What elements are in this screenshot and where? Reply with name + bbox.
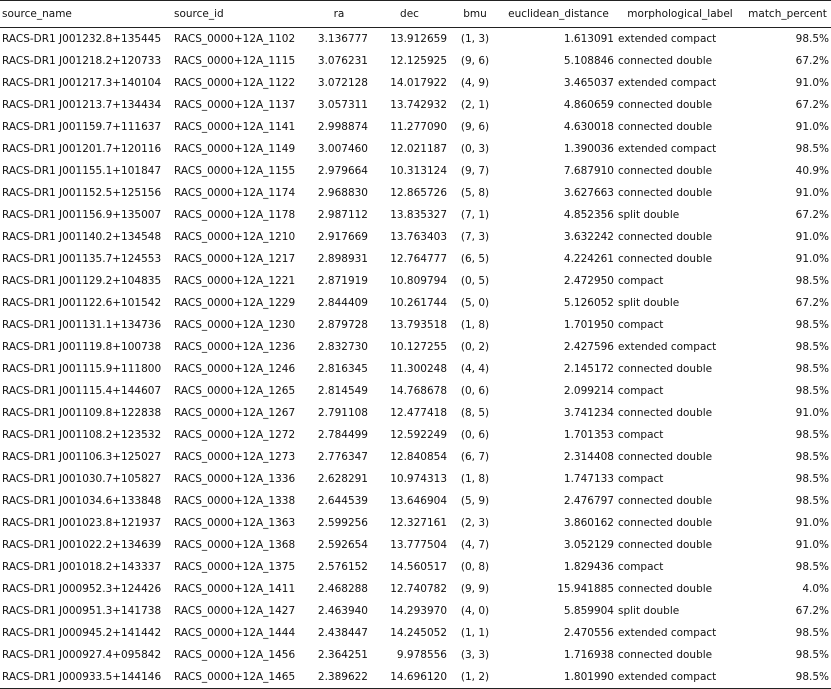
ra-cell: 3.072128 [317,77,368,89]
dec-cell: 9.978556 [396,649,447,661]
source-id-cell: RACS_0000+12A_1267 [174,407,296,419]
table-row [0,204,831,226]
bmu-cell: (1, 8) [460,473,490,485]
morphological-label-cell: connected double [618,165,713,177]
ra-cell: 2.468288 [317,583,368,595]
euclidean-distance-cell: 5.859904 [563,605,614,617]
source-id-cell: RACS_0000+12A_1368 [174,539,296,551]
euclidean-distance-cell: 2.099214 [563,385,614,397]
source-id-cell: RACS_0000+12A_1427 [174,605,296,617]
dec-cell: 10.313124 [390,165,447,177]
source-name-cell: RACS-DR1 J001201.7+120116 [2,143,162,155]
euclidean-distance-cell: 5.126052 [563,297,614,309]
source-id-cell: RACS_0000+12A_1174 [174,187,296,199]
match-percent-cell: 67.2% [795,55,829,67]
euclidean-distance-cell: 4.860659 [563,99,614,111]
source-name-cell: RACS-DR1 J001108.2+123532 [2,429,162,441]
table-row [0,490,831,512]
column-header-morphological-label: morphological_label [616,1,744,28]
morphological-label-cell: connected double [618,539,713,551]
match-percent-cell: 91.0% [795,121,829,133]
column-header-bmu: bmu [449,1,501,28]
table-row [0,358,831,380]
ra-cell: 2.389622 [308,666,370,689]
source-name-cell: RACS-DR1 J001109.8+122838 [2,407,162,419]
morphological-label-cell: compact [618,385,664,397]
morphological-label-cell: connected double [618,451,713,463]
source-name-cell: RACS-DR1 J001218.2+120733 [2,55,162,67]
morphological-label-cell: extended compact [618,77,717,89]
match-percent-cell: 91.0% [795,517,829,529]
source-name-cell: RACS-DR1 J000927.4+095842 [2,649,162,661]
morphological-label-cell: connected double [618,253,713,265]
source-name-cell: RACS-DR1 J001155.1+101847 [2,165,162,177]
ra-cell: 2.364251 [317,649,368,661]
euclidean-distance-cell: 3.465037 [563,77,614,89]
match-percent-cell: 98.5% [795,429,829,441]
source-name-cell: RACS-DR1 J001115.9+111800 [2,363,162,375]
source-id-cell: RACS_0000+12A_1155 [174,165,296,177]
table-row [0,182,831,204]
dec-cell: 13.763403 [390,231,447,243]
match-percent-cell: 98.5% [795,385,829,397]
source-id-cell: RACS_0000+12A_1444 [174,627,296,639]
euclidean-distance-cell: 1.716938 [563,649,614,661]
source-id-cell: RACS_0000+12A_1236 [174,341,296,353]
dec-cell: 14.768678 [390,385,447,397]
morphological-label-cell: extended compact [618,143,717,155]
ra-cell: 3.007460 [317,143,368,155]
ra-cell: 2.776347 [317,451,368,463]
match-percent-cell: 98.5% [795,627,829,639]
match-percent-cell: 91.0% [795,253,829,265]
table-row [0,380,831,402]
dec-cell: 14.293970 [390,605,447,617]
ra-cell: 2.644539 [317,495,368,507]
ra-cell: 2.463940 [317,605,368,617]
table-row [0,314,831,336]
bmu-cell: (9, 6) [460,121,490,133]
dec-cell: 10.809794 [390,275,447,287]
euclidean-distance-cell: 2.476797 [563,495,614,507]
morphological-label-cell: connected double [618,99,713,111]
dec-cell: 10.127255 [390,341,447,353]
source-name-cell: RACS-DR1 J001156.9+135007 [2,209,162,221]
dec-cell: 12.840854 [390,451,447,463]
ra-cell: 2.784499 [317,429,368,441]
bmu-cell: (7, 1) [460,209,490,221]
ra-cell: 2.871919 [317,275,368,287]
match-percent-cell: 98.5% [744,666,831,689]
ra-cell: 2.998874 [317,121,368,133]
ra-cell: 3.057311 [317,99,368,111]
euclidean-distance-cell: 3.627663 [563,187,614,199]
morphological-label-cell: connected double [618,363,713,375]
dec-cell: 10.974313 [390,473,447,485]
table-row [0,94,831,116]
table-row [0,402,831,424]
ra-cell: 2.844409 [317,297,368,309]
bmu-cell: (0, 8) [460,561,490,573]
bmu-cell: (0, 3) [460,143,490,155]
ra-cell: 2.599256 [317,517,368,529]
source-id-cell: RACS_0000+12A_1149 [174,143,296,155]
table-row [0,468,831,490]
bmu-cell: (4, 7) [460,539,490,551]
source-id-cell: RACS_0000+12A_1338 [174,495,296,507]
bmu-cell: (9, 9) [460,583,490,595]
bmu-cell: (4, 9) [460,77,490,89]
dec-cell: 14.017922 [390,77,447,89]
bmu-cell: (1, 2) [449,666,501,689]
morphological-label-cell: connected double [618,407,713,419]
source-name-cell: RACS-DR1 J001159.7+111637 [2,121,162,133]
source-name-cell: RACS-DR1 J001217.3+140104 [2,77,162,89]
table-body [0,28,831,689]
table-row [0,600,831,622]
ra-cell: 2.898931 [317,253,368,265]
source-id-cell: RACS_0000+12A_1363 [174,517,296,529]
dec-cell: 13.835327 [390,209,447,221]
match-percent-cell: 98.5% [795,473,829,485]
source-id-cell: RACS_0000+12A_1272 [174,429,296,441]
dec-cell: 12.021187 [390,143,447,155]
euclidean-distance-cell: 4.224261 [563,253,614,265]
table-row [0,446,831,468]
ra-cell: 3.076231 [317,55,368,67]
morphological-label-cell: connected double [618,583,713,595]
dec-cell: 14.560517 [390,561,447,573]
bmu-cell: (0, 2) [460,341,490,353]
bmu-cell: (1, 1) [460,627,490,639]
dec-cell: 12.592249 [390,429,447,441]
source-name-cell: RACS-DR1 J001115.4+144607 [2,385,162,397]
morphological-label-cell: compact [618,275,664,287]
ra-cell: 2.987112 [317,209,368,221]
match-percent-cell: 91.0% [795,407,829,419]
dec-cell: 14.245052 [390,627,447,639]
euclidean-distance-cell: 4.630018 [563,121,614,133]
table-row [0,534,831,556]
source-name-cell: RACS-DR1 J001030.7+105827 [2,473,162,485]
ra-cell: 2.879728 [317,319,368,331]
bmu-cell: (2, 3) [460,517,490,529]
morphological-label-cell: compact [618,561,664,573]
source-id-cell: RACS_0000+12A_1137 [174,99,296,111]
euclidean-distance-cell: 4.852356 [563,209,614,221]
euclidean-distance-cell: 1.613091 [563,33,614,45]
morphological-label-cell: extended compact [616,666,744,689]
source-name-cell: RACS-DR1 J001129.2+104835 [2,275,162,287]
table-row [0,512,831,534]
source-name-cell: RACS-DR1 J001018.2+143337 [2,561,162,573]
match-percent-cell: 91.0% [795,539,829,551]
dec-cell: 11.300248 [390,363,447,375]
column-header-dec: dec [370,1,449,28]
dec-cell: 12.477418 [390,407,447,419]
match-percent-cell: 98.5% [795,561,829,573]
match-percent-cell: 67.2% [795,209,829,221]
source-id-cell: RACS_0000+12A_1217 [174,253,296,265]
euclidean-distance-cell: 1.701353 [563,429,614,441]
source-id-cell: RACS_0000+12A_1273 [174,451,296,463]
bmu-cell: (9, 7) [460,165,490,177]
table-row [0,292,831,314]
ra-cell: 2.917669 [317,231,368,243]
match-percent-cell: 98.5% [795,319,829,331]
table-row [0,666,831,689]
bmu-cell: (5, 8) [460,187,490,199]
source-name-cell: RACS-DR1 J000933.5+144146 [0,666,172,689]
morphological-label-cell: connected double [618,187,713,199]
bmu-cell: (1, 8) [460,319,490,331]
bmu-cell: (6, 5) [460,253,490,265]
ra-cell: 2.576152 [317,561,368,573]
dec-cell: 13.777504 [390,539,447,551]
source-name-cell: RACS-DR1 J001034.6+133848 [2,495,162,507]
match-percent-cell: 67.2% [795,297,829,309]
bmu-cell: (9, 6) [460,55,490,67]
morphological-label-cell: connected double [618,517,713,529]
dec-cell: 13.646904 [390,495,447,507]
bmu-cell: (0, 6) [460,429,490,441]
ra-cell: 3.136777 [317,33,368,45]
euclidean-distance-cell: 3.632242 [563,231,614,243]
euclidean-distance-cell: 3.741234 [563,407,614,419]
match-percent-cell: 98.5% [795,363,829,375]
source-name-cell: RACS-DR1 J000952.3+124426 [2,583,162,595]
ra-cell: 2.816345 [317,363,368,375]
source-id-cell: RACS_0000+12A_1178 [174,209,296,221]
euclidean-distance-cell: 1.701950 [563,319,614,331]
match-percent-cell: 98.5% [795,143,829,155]
source-id-cell: RACS_0000+12A_1102 [174,33,296,45]
euclidean-distance-cell: 2.145172 [563,363,614,375]
dec-cell: 11.277090 [390,121,447,133]
source-name-cell: RACS-DR1 J001213.7+134434 [2,99,162,111]
column-header-match-percent: match_percent [744,1,831,28]
morphological-label-cell: connected double [618,231,713,243]
morphological-label-cell: extended compact [618,627,717,639]
source-id-cell: RACS_0000+12A_1115 [174,55,296,67]
source-name-cell: RACS-DR1 J000951.3+141738 [2,605,162,617]
euclidean-distance-cell: 2.427596 [563,341,614,353]
euclidean-distance-cell: 1.747133 [563,473,614,485]
match-percent-cell: 98.5% [795,495,829,507]
bmu-cell: (8, 5) [460,407,490,419]
dec-cell: 13.912659 [390,33,447,45]
bmu-cell: (4, 4) [460,363,490,375]
morphological-label-cell: extended compact [618,33,717,45]
source-name-cell: RACS-DR1 J001119.8+100738 [2,341,162,353]
source-id-cell: RACS_0000+12A_1265 [174,385,296,397]
source-name-cell: RACS-DR1 J001106.3+125027 [2,451,162,463]
dec-cell: 14.696120 [370,666,449,689]
table-row [0,336,831,358]
ra-cell: 2.628291 [317,473,368,485]
table-row [0,424,831,446]
table-row [0,226,831,248]
dec-cell: 12.327161 [390,517,447,529]
table-row [0,578,831,600]
morphological-label-cell: compact [618,319,664,331]
euclidean-distance-cell: 2.470556 [563,627,614,639]
source-id-cell: RACS_0000+12A_1141 [174,121,296,133]
euclidean-distance-cell: 7.687910 [563,165,614,177]
source-name-cell: RACS-DR1 J001023.8+121937 [2,517,162,529]
source-name-cell: RACS-DR1 J001232.8+135445 [2,33,162,45]
match-percent-cell: 98.5% [795,649,829,661]
source-id-cell: RACS_0000+12A_1246 [174,363,296,375]
dec-cell: 13.742932 [390,99,447,111]
match-percent-cell: 40.9% [795,165,829,177]
ra-cell: 2.814549 [317,385,368,397]
table-row [0,72,831,94]
match-percent-cell: 4.0% [802,583,829,595]
morphological-label-cell: split double [618,209,680,221]
dec-cell: 12.740782 [390,583,447,595]
source-id-cell: RACS_0000+12A_1210 [174,231,296,243]
table-row [0,556,831,578]
match-percent-cell: 98.5% [795,33,829,45]
euclidean-distance-cell: 3.052129 [563,539,614,551]
source-id-cell: RACS_0000+12A_1456 [174,649,296,661]
morphological-label-cell: connected double [618,495,713,507]
table-row [0,160,831,182]
table-row [0,622,831,644]
source-name-cell: RACS-DR1 J000945.2+141442 [2,627,162,639]
source-id-cell: RACS_0000+12A_1375 [174,561,296,573]
morphological-label-cell: connected double [618,121,713,133]
bmu-cell: (0, 6) [460,385,490,397]
source-id-cell: RACS_0000+12A_1336 [174,473,296,485]
morphological-label-cell: compact [618,473,664,485]
source-name-cell: RACS-DR1 J001122.6+101542 [2,297,162,309]
euclidean-distance-cell: 1.801990 [501,666,616,689]
match-percent-cell: 98.5% [795,275,829,287]
match-percent-cell: 98.5% [795,451,829,463]
euclidean-distance-cell: 1.829436 [563,561,614,573]
morphological-label-cell: connected double [618,55,713,67]
morphological-label-cell: connected double [618,649,713,661]
morphological-label-cell: split double [618,297,680,309]
ra-cell: 2.592654 [317,539,368,551]
column-header-source-id: source_id [172,1,308,28]
table-row [0,138,831,160]
source-name-cell: RACS-DR1 J001152.5+125156 [2,187,162,199]
bmu-cell: (0, 5) [460,275,490,287]
table-row [0,248,831,270]
match-percent-cell: 98.5% [795,341,829,353]
source-id-cell: RACS_0000+12A_1229 [174,297,296,309]
source-name-cell: RACS-DR1 J001022.2+134639 [2,539,162,551]
ra-cell: 2.791108 [317,407,368,419]
dec-cell: 12.764777 [390,253,447,265]
source-id-cell: RACS_0000+12A_1122 [174,77,296,89]
bmu-cell: (5, 9) [460,495,490,507]
ra-cell: 2.832730 [317,341,368,353]
bmu-cell: (3, 3) [460,649,490,661]
source-id-cell: RACS_0000+12A_1230 [174,319,296,331]
bmu-cell: (2, 1) [460,99,490,111]
dec-cell: 12.865726 [390,187,447,199]
table-row [0,50,831,72]
table-header-row [0,1,831,28]
match-percent-cell: 91.0% [795,187,829,199]
source-name-cell: RACS-DR1 J001140.2+134548 [2,231,162,243]
ra-cell: 2.438447 [317,627,368,639]
euclidean-distance-cell: 2.314408 [563,451,614,463]
source-id-cell: RACS_0000+12A_1221 [174,275,296,287]
euclidean-distance-cell: 3.860162 [563,517,614,529]
morphological-label-cell: extended compact [618,341,717,353]
bmu-cell: (4, 0) [460,605,490,617]
source-name-cell: RACS-DR1 J001131.1+134736 [2,319,162,331]
dec-cell: 12.125925 [390,55,447,67]
table-row [0,644,831,666]
ra-cell: 2.979664 [317,165,368,177]
euclidean-distance-cell: 1.390036 [563,143,614,155]
source-name-cell: RACS-DR1 J001135.7+124553 [2,253,162,265]
bmu-cell: (6, 7) [460,451,490,463]
match-percent-cell: 67.2% [795,605,829,617]
column-header-euclidean-distance: euclidean_distance [501,1,616,28]
column-header-ra: ra [308,1,370,28]
bmu-cell: (7, 3) [460,231,490,243]
table-row [0,270,831,292]
euclidean-distance-cell: 15.941885 [557,583,614,595]
match-percent-cell: 91.0% [795,77,829,89]
bmu-cell: (5, 0) [460,297,490,309]
morphological-label-cell: compact [618,429,664,441]
euclidean-distance-cell: 5.108846 [563,55,614,67]
dec-cell: 13.793518 [390,319,447,331]
table-row [0,28,831,51]
column-header-source-name: source_name [0,1,172,28]
bmu-cell: (1, 3) [460,33,490,45]
source-id-cell: RACS_0000+12A_1465 [172,666,308,689]
table-row [0,116,831,138]
source-id-cell: RACS_0000+12A_1411 [174,583,296,595]
morphological-label-cell: split double [618,605,680,617]
ra-cell: 2.968830 [317,187,368,199]
dec-cell: 10.261744 [390,297,447,309]
match-percent-cell: 67.2% [795,99,829,111]
euclidean-distance-cell: 2.472950 [563,275,614,287]
match-percent-cell: 91.0% [795,231,829,243]
